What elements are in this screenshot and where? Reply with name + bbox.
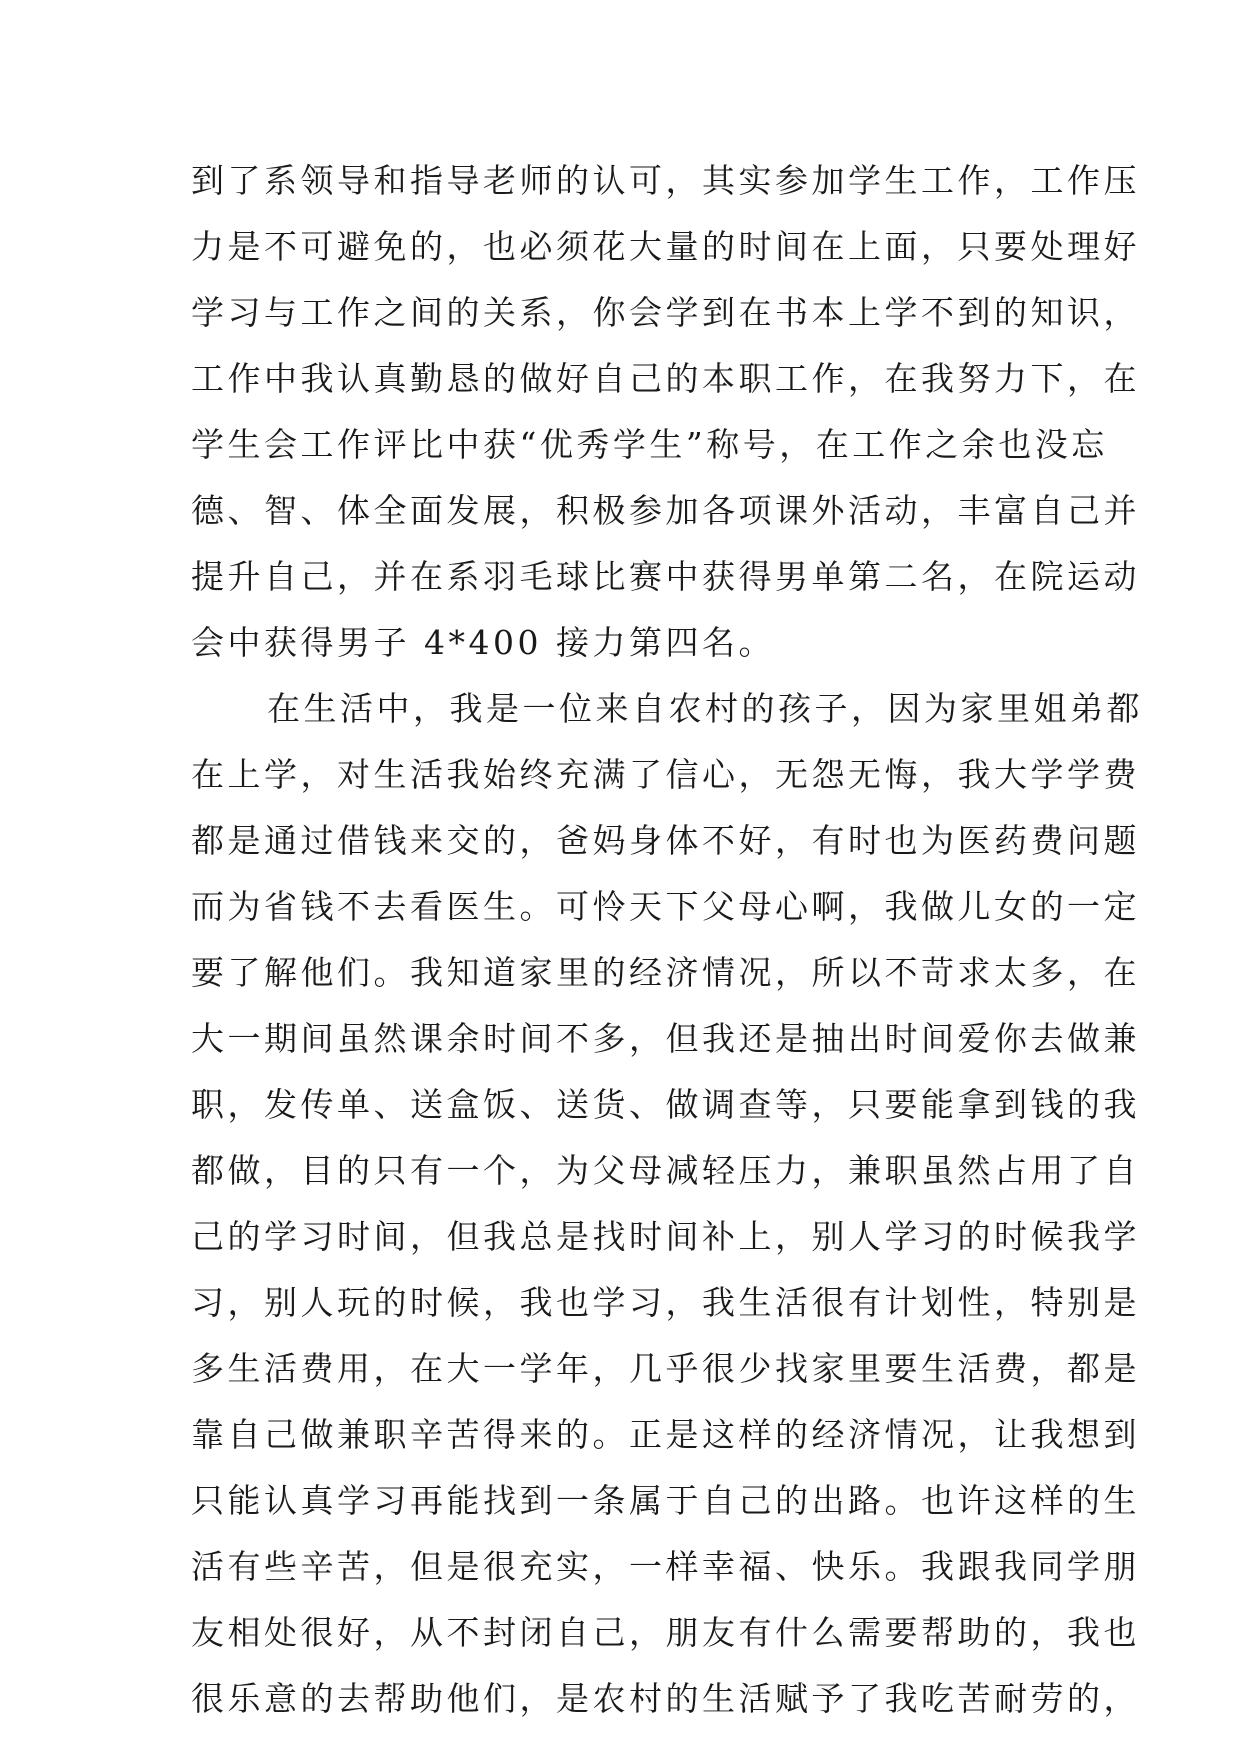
text-line: 友相处很好，从不封闭自己，朋友有什么需要帮助的，我也 xyxy=(191,1613,1140,1652)
text-line: 习，别人玩的时候，我也学习，我生活很有计划性，特别是 xyxy=(191,1283,1140,1322)
text-line: 在上学，对生活我始终充满了信心，无怨无悔，我大学学费 xyxy=(191,755,1140,794)
text-line: 多生活费用，在大一学年，几乎很少找家里要生活费，都是 xyxy=(191,1349,1140,1388)
text-line: 学生会工作评比中获“优秀学生”称号，在工作之余也没忘 xyxy=(191,425,1108,464)
text-line: 会中获得男子 4*400 接力第四名。 xyxy=(191,623,775,662)
text-line: 学习与工作之间的关系，你会学到在书本上学不到的知识， xyxy=(191,293,1140,332)
text-line: 大一期间虽然课余时间不多，但我还是抽出时间爱你去做兼 xyxy=(191,1019,1140,1058)
text-line: 靠自己做兼职辛苦得来的。正是这样的经济情况，让我想到 xyxy=(191,1415,1140,1454)
text-line: 工作中我认真勤恳的做好自己的本职工作，在我努力下，在 xyxy=(191,359,1140,398)
text-line: 职，发传单、送盒饭、送货、做调查等，只要能拿到钱的我 xyxy=(191,1085,1140,1124)
text-line: 只能认真学习再能找到一条属于自己的出路。也许这样的生 xyxy=(191,1481,1140,1520)
body-text xyxy=(191,160,1143,1744)
text-line: 很乐意的去帮助他们，是农村的生活赋予了我吃苦耐劳的， xyxy=(191,1679,1140,1718)
text-line: 要了解他们。我知道家里的经济情况，所以不苛求太多，在 xyxy=(191,953,1140,992)
text-line: 到了系领导和指导老师的认可，其实参加学生工作，工作压 xyxy=(191,161,1140,200)
text-line: 德、智、体全面发展，积极参加各项课外活动，丰富自己并 xyxy=(191,491,1140,530)
text-line: 活有些辛苦，但是很充实，一样幸福、快乐。我跟我同学朋 xyxy=(191,1547,1140,1586)
paragraph-first-line: 在生活中，我是一位来自农村的孩子，因为家里姐弟都 xyxy=(267,689,1143,728)
text-line: 都做，目的只有一个，为父母减轻压力，兼职虽然占用了自 xyxy=(191,1151,1140,1190)
text-line: 力是不可避免的，也必须花大量的时间在上面，只要处理好 xyxy=(191,227,1140,266)
text-line: 提升自己，并在系羽毛球比赛中获得男单第二名，在院运动 xyxy=(191,557,1140,596)
text-line: 己的学习时间，但我总是找时间补上，别人学习的时候我学 xyxy=(191,1217,1140,1256)
text-line: 都是通过借钱来交的，爸妈身体不好，有时也为医药费问题 xyxy=(191,821,1140,860)
text-line: 而为省钱不去看医生。可怜天下父母心啊，我做儿女的一定 xyxy=(191,887,1140,926)
